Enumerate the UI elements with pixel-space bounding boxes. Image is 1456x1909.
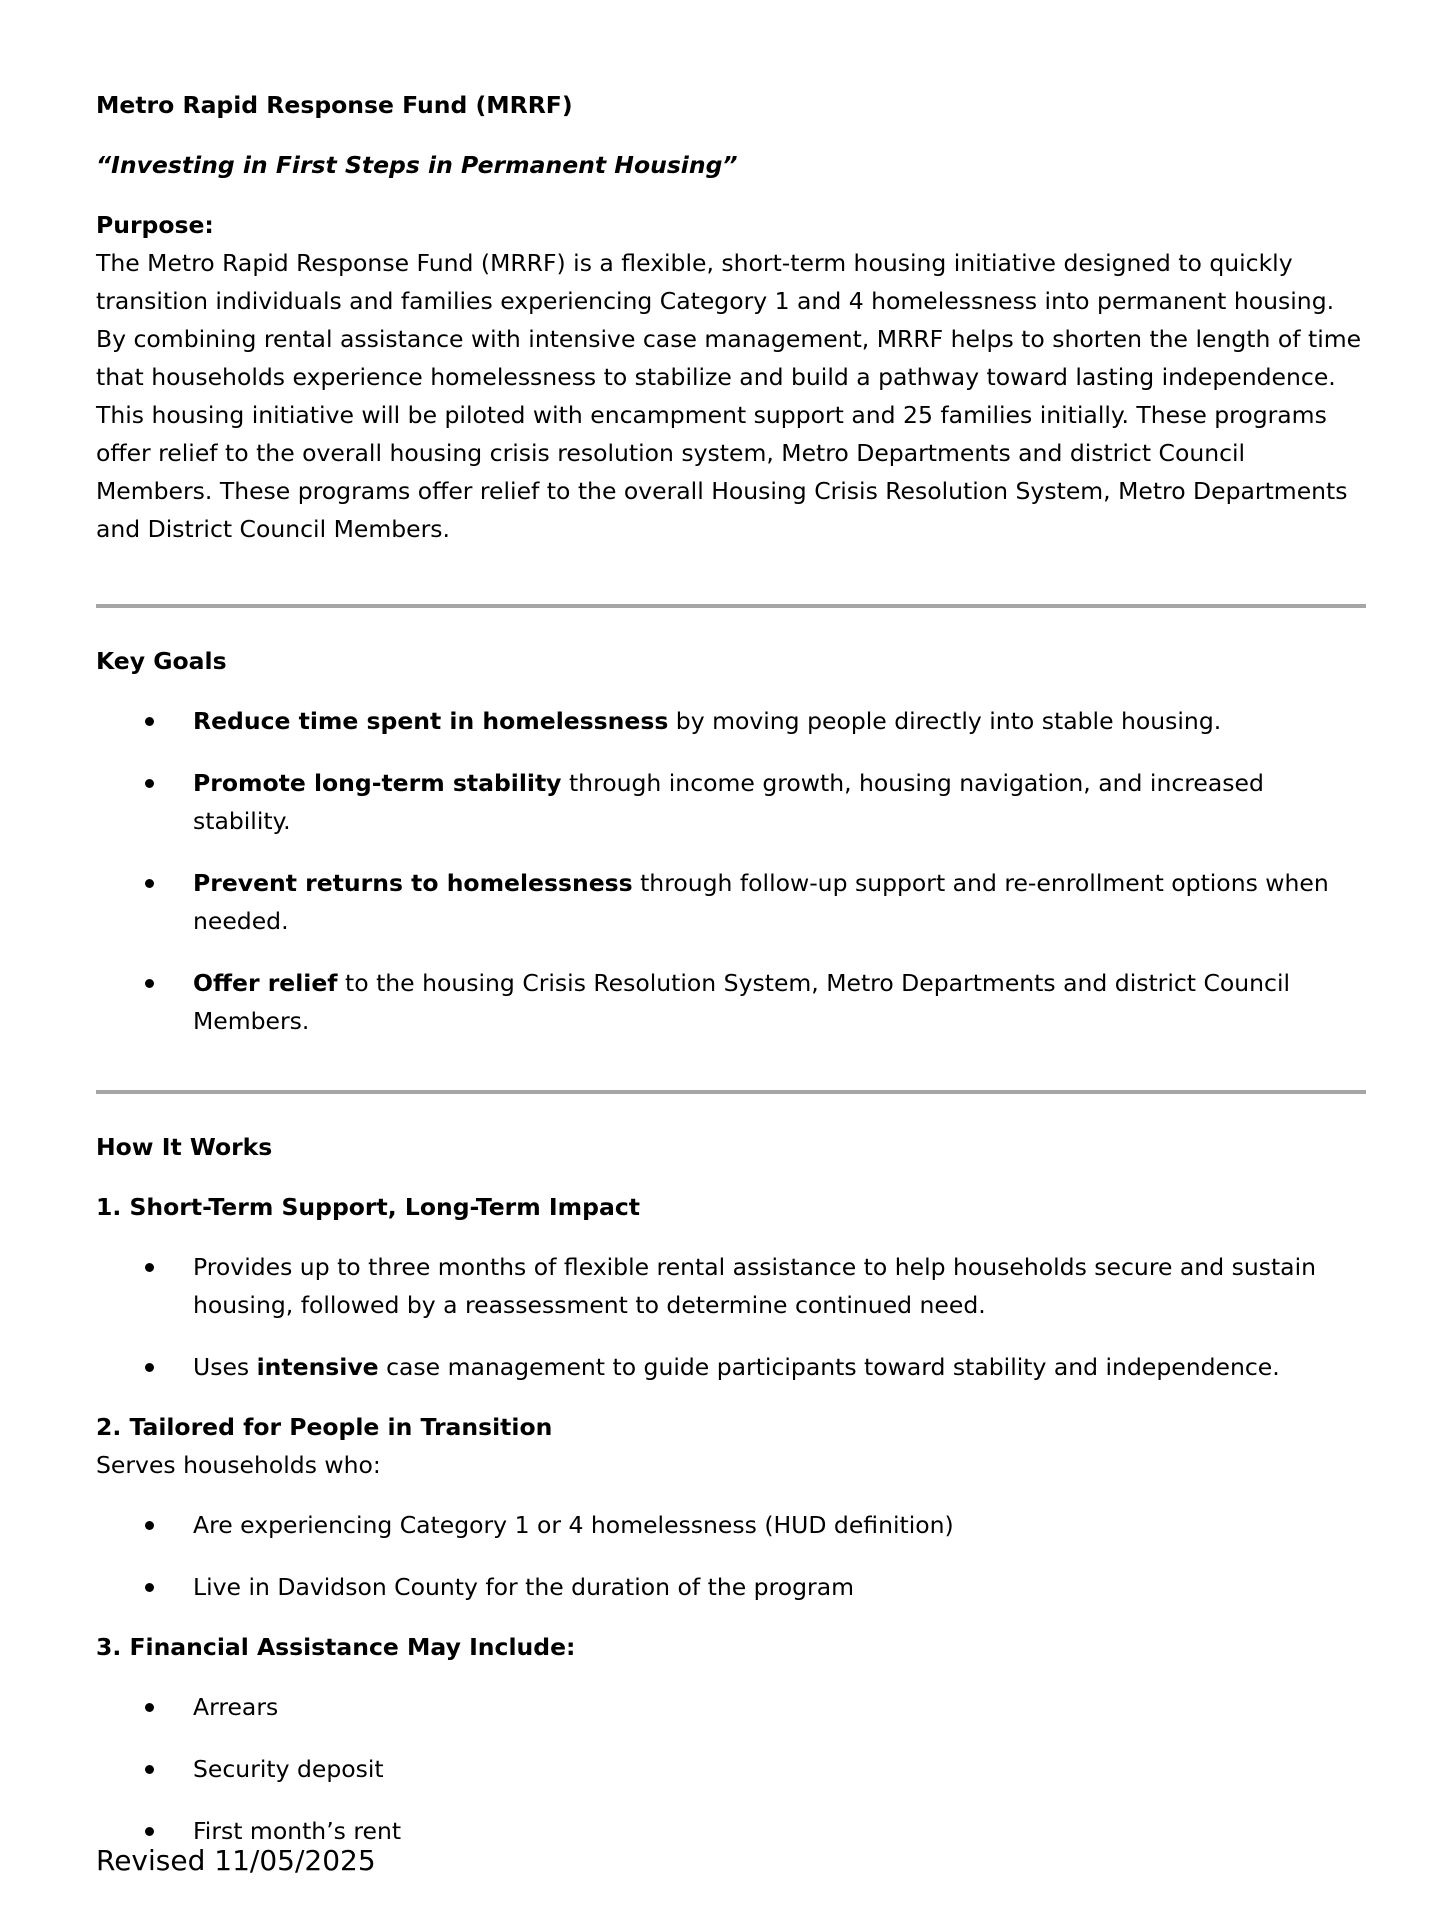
bullet-icon	[145, 779, 154, 788]
document-tagline: “Investing in First Steps in Permanent Housing”	[96, 151, 738, 179]
revision-footer: Revised 11/05/2025	[96, 1844, 376, 1877]
how-it-works-heading: How It Works	[96, 1133, 273, 1161]
list-item	[96, 764, 1366, 840]
section-3-heading: 3. Financial Assistance May Include:	[96, 1633, 576, 1661]
list-item	[96, 1506, 1366, 1544]
list-item-text: Live in Davidson County for the duration of the program	[193, 1573, 854, 1601]
list-item-text: Are experiencing Category 1 or 4 homelessness (HUD definition)	[193, 1511, 954, 1539]
purpose-text: The Metro Rapid Response Fund (MRRF) is a flexible, short-term housing initiative designed to quickly transition individuals and families experiencing Category 1 and 4 homelessness into permanent housing. By combining rental assistance with intensive case management, MRRF helps to shorten the length of time that households experience homelessness to stabilize and build a pathway toward lasting independence. This housing initiative will be piloted with encampment support and 25 families initially. These programs offer relief to the overall housing crisis resolution system, Metro Departments and district Council Members. These programs offer relief to the overall Housing Crisis Resolution System, Metro Departments and District Council Members.	[96, 249, 1362, 543]
bullet-icon	[145, 717, 154, 726]
goal-text: by moving people directly into stable housing.	[668, 707, 1222, 735]
list-item	[96, 1348, 1366, 1386]
section-divider	[96, 1090, 1366, 1094]
goal-bold-text: Reduce time spent in homelessness	[193, 707, 669, 735]
section-2-list	[96, 1506, 1366, 1606]
bullet-icon	[145, 1583, 154, 1592]
document-title: Metro Rapid Response Fund (MRRF)	[96, 91, 573, 119]
goal-bold-text: Prevent returns to homelessness	[193, 869, 633, 897]
section-divider	[96, 604, 1366, 608]
section-2-heading: 2. Tailored for People in Transition	[96, 1413, 553, 1441]
section-3-list	[96, 1688, 1366, 1850]
list-item	[96, 1568, 1366, 1606]
key-goals-heading: Key Goals	[96, 647, 227, 675]
list-item-text-post: case management to guide participants toward stability and independence.	[378, 1353, 1280, 1381]
list-item-text: Provides up to three months of flexible rental assistance to help households secure and sustain housing, followed by a reassessment to determine continued need.	[193, 1253, 1316, 1319]
document-page	[96, 86, 1366, 1850]
list-item	[96, 1750, 1366, 1788]
key-goals-list	[96, 702, 1366, 1040]
list-item-text: Security deposit	[193, 1755, 384, 1783]
goal-bold-text: Promote long-term stability	[193, 769, 562, 797]
list-item-text: First month’s rent	[193, 1817, 402, 1845]
section-1-list	[96, 1248, 1366, 1386]
list-item-text: Arrears	[193, 1693, 279, 1721]
bullet-icon	[145, 1363, 154, 1372]
bullet-icon	[145, 1765, 154, 1774]
list-item	[96, 1248, 1366, 1324]
list-item-text-pre: Uses	[193, 1353, 257, 1381]
bullet-icon	[145, 1703, 154, 1712]
list-item	[96, 964, 1366, 1040]
bullet-icon	[145, 1263, 154, 1272]
list-item	[96, 1688, 1366, 1726]
bullet-icon	[145, 1827, 154, 1836]
section-2-intro: Serves households who:	[96, 1451, 381, 1479]
bullet-icon	[145, 879, 154, 888]
bullet-icon	[145, 979, 154, 988]
purpose-label: Purpose:	[96, 211, 214, 239]
list-item	[96, 864, 1366, 940]
bullet-icon	[145, 1521, 154, 1530]
section-1-heading: 1. Short-Term Support, Long-Term Impact	[96, 1193, 641, 1221]
goal-text: to the housing Crisis Resolution System, Metro Departments and district Council Members.	[193, 969, 1291, 1035]
goal-text: through income growth, housing navigation, and increased stability.	[193, 769, 1264, 835]
list-item-bold-text: intensive	[256, 1353, 379, 1381]
goal-bold-text: Offer relief	[193, 969, 338, 997]
list-item	[96, 702, 1366, 740]
goal-text: through follow-up support and re-enrollment options when needed.	[193, 869, 1329, 935]
